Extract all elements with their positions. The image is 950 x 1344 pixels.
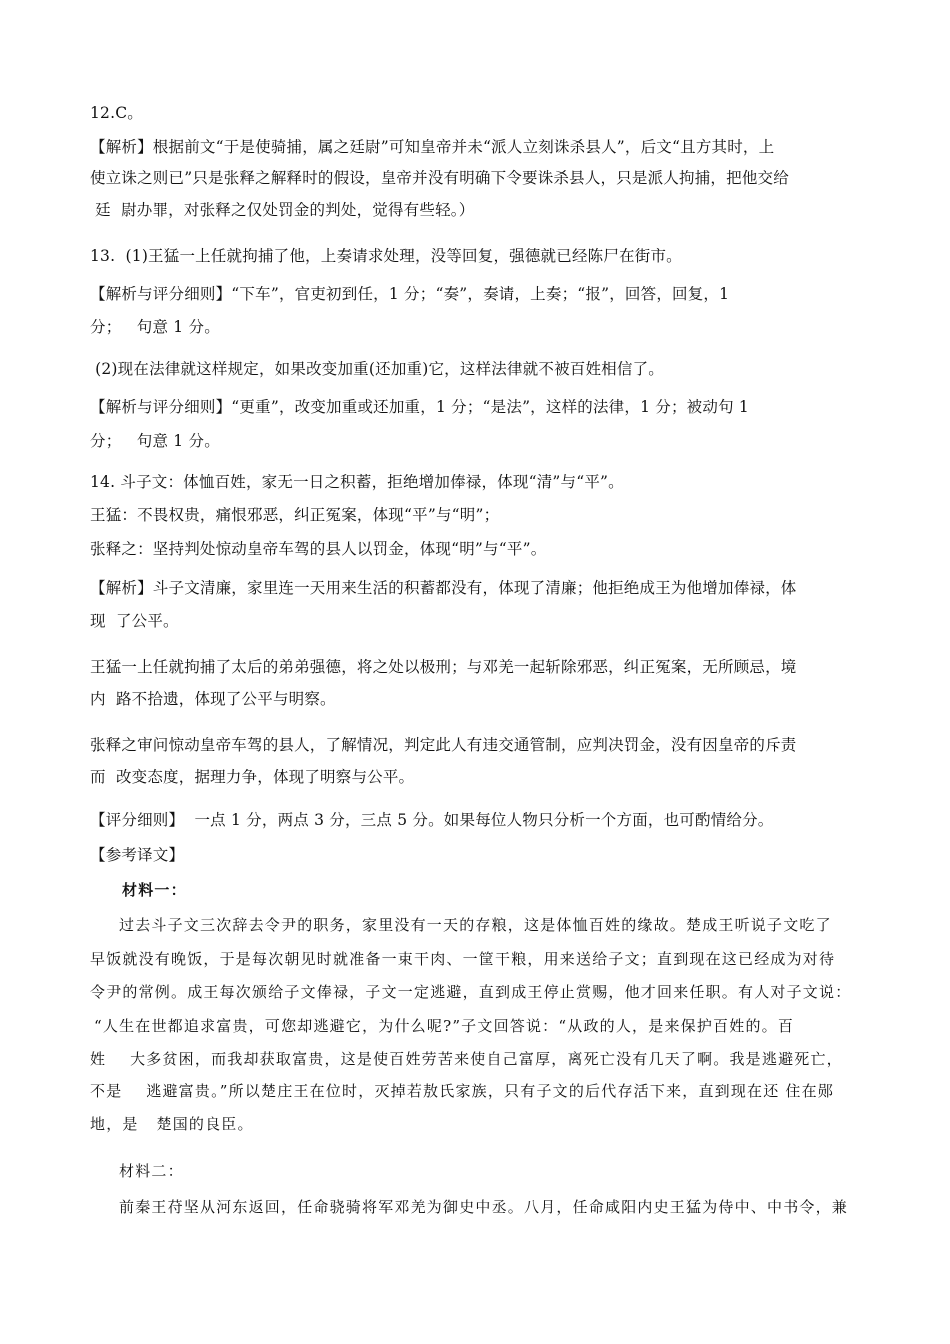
- material-one-line-5: 姓 大多贫困，而我却获取富贵，这是使百姓劳苦来使自己富厚，离死亡没有几天了啊。我是逃避死亡，: [90, 1050, 843, 1068]
- analysis-12-line-2: 使立诛之则已”只是张释之解释时的假设，皇帝并没有明确下令要诛杀县人，只是派人拘捕，把他交给: [90, 169, 789, 187]
- analysis-14-line-2: 现 了公平。: [90, 612, 179, 630]
- material-one-line-1: 过去斗子文三次辞去令尹的职务，家里没有一天的存粮，这是体恤百姓的缘故。楚成王听说子文吃了: [119, 916, 832, 934]
- scoring-13-part-2-line-1: 【解析与评分细则】“更重”，改变加重或还加重，1 分；“是法”，这样的法律，1 分；被动句 1: [90, 398, 749, 416]
- scoring-rules-14: 【评分细则】 一点 1 分，两点 3 分，三点 5 分。如果每位人物只分析一个方面，也可酌情给分。: [90, 811, 774, 829]
- material-one-line-3: 令尹的常例。成王每次颁给子文俸禄，子文一定逃避，直到成王停止赏赐，他才回来任职。有人对子文说：: [90, 983, 852, 1001]
- material-two-line-1: 前秦王苻坚从河东返回，任命骁骑将军邓羌为御史中丞。八月，任命咸阳内史王猛为侍中、中书令，兼: [119, 1198, 849, 1216]
- answer-12: 12.C。: [90, 104, 144, 122]
- analysis-14-line-4: 内 路不拾遗，体现了公平与明察。: [90, 690, 336, 708]
- material-one-line-2: 早饭就没有晚饭，于是每次朝见时就准备一束干肉、一筐干粮，用来送给子文；直到现在这已经成为对待: [90, 950, 836, 968]
- answer-14-douziwen: 14. 斗子文：体恤百姓，家无一日之积蓄，拒绝增加俸禄，体现“清”与“平”。: [90, 473, 624, 491]
- material-two-heading: 材料二：: [119, 1162, 184, 1180]
- analysis-14-line-3: 王猛一上任就拘捕了太后的弟弟强德，将之处以极刑；与邓羌一起斩除邪恶，纠正冤案，无所顾忌，境: [90, 658, 797, 676]
- answer-13-part-2: (2)现在法律就这样规定，如果改变加重(还加重)它，这样法律就不被百姓相信了。: [90, 360, 664, 378]
- material-one-line-7: 地，是 楚国的良臣。: [90, 1115, 254, 1133]
- scoring-13-part-1-line-1: 【解析与评分细则】“下车”，官吏初到任，1 分；“奏”，奏请，上奏；“报”，回答，回复，1: [90, 285, 730, 303]
- analysis-12-line-1: 【解析】根据前文“于是使骑捕，属之廷尉”可知皇帝并未“派人立刻诛杀县人”，后文“且方其时，上: [90, 138, 775, 156]
- material-one-line-4: “人生在世都追求富贵，可您却逃避它，为什么呢?”子文回答说：“从政的人，是来保护百姓的。百: [94, 1017, 795, 1035]
- answer-14-zhangshizhi: 张释之：坚持判处惊动皇帝车驾的县人以罚金，体现“明”与“平”。: [90, 540, 547, 558]
- material-one-heading: 材料一：: [122, 881, 187, 899]
- answer-13-part-1: 13. (1)王猛一上任就拘捕了他，上奏请求处理，没等回复，强德就已经陈尸在街市。: [90, 247, 682, 265]
- analysis-14-line-1: 【解析】斗子文清廉，家里连一天用来生活的积蓄都没有，体现了清廉；他拒绝成王为他增加俸禄，体: [90, 579, 797, 597]
- analysis-12-line-3: 廷 尉办罪，对张释之仅处罚金的判处，觉得有些轻。）: [90, 201, 475, 219]
- analysis-14-line-5: 张释之审问惊动皇帝车驾的县人，了解情况，判定此人有违交通管制，应判决罚金，没有因皇帝的斥责: [90, 736, 797, 754]
- scoring-13-part-2-line-2: 分； 句意 1 分。: [90, 432, 220, 450]
- analysis-14-line-6: 而 改变态度，据理力争，体现了明察与公平。: [90, 768, 415, 786]
- reference-translation-heading: 【参考译文】: [90, 846, 185, 864]
- answer-14-wangmeng: 王猛：不畏权贵，痛恨邪恶，纠正冤案，体现“平”与“明”；: [90, 506, 500, 524]
- scoring-13-part-1-line-2: 分； 句意 1 分。: [90, 318, 220, 336]
- material-one-line-6: 不是 逃避富贵。”所以楚庄王在位时，灭掉若敖氏家族，只有子文的后代存活下来，直到现在还 住在郧: [90, 1082, 835, 1100]
